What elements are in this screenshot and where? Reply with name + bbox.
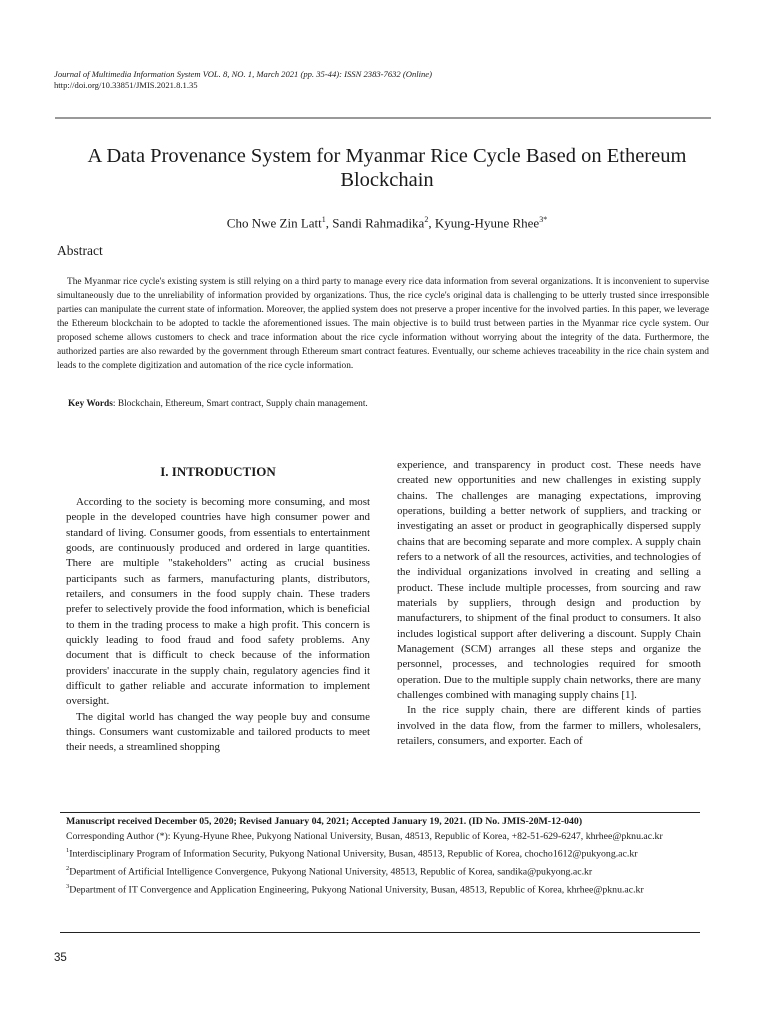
paper-title: A Data Provenance System for Myanmar Rice Cycle Based on Ethereum Blockchain xyxy=(87,145,687,191)
affiliation-text: Department of Artificial Intelligence Convergence, Pukyong National University, 48513, Republic of Korea, sandika@pukyong.ac.kr xyxy=(69,866,593,878)
footnote-divider-bottom xyxy=(60,932,700,933)
author-affiliation-mark: 2 xyxy=(424,215,429,224)
manuscript-dates: Manuscript received December 05, 2020; Revised January 04, 2021; Accepted January 19, 2021. (ID No. JMIS-20M-12-040) xyxy=(66,816,583,827)
doi-link[interactable]: http://doi.org/10.33851/JMIS.2021.8.1.35 xyxy=(54,80,198,90)
section-heading-introduction: I. INTRODUCTION xyxy=(160,464,276,479)
affiliation-text: Interdisciplinary Program of Information Security, Pukyong National University, Busan, 48513, Republic of Korea, chocho1612@pukyong.ac.kr xyxy=(69,848,638,860)
keywords-list: : Blockchain, Ethereum, Smart contract, Supply chain management. xyxy=(112,399,368,409)
paragraph: The digital world has changed the way people buy and consume things. Consumers want customizable and tailored products to meet their needs, a streamlined shopping xyxy=(66,710,370,754)
affiliation-text: Department of IT Convergence and Application Engineering, Pukyong National University, Busan, 48513, Republic of Korea, khrhee@pknu.ac.kr xyxy=(69,884,644,896)
affiliation-mark: 1 xyxy=(66,847,70,855)
footnotes xyxy=(66,815,700,898)
paragraph: According to the society is becoming more consuming, and most people in the developed countries have high consumer power and standard of living. Consumer goods, from essentials to entertainment goods, are continuously produced and ordered in large quantities. There are multiple "stakeholders" acting as crucial business participants such as farmers, manufacturing plants, distributors, retailers, and consumers in the food supply chain. These traders prefer to selectively provide the food information, which is beneficial to them in the trading process to make a high profit. This concern is quickly leading to food fraud and food safety problems. Any document that is difficult to check because of the information providers' inaccurate in the supply chain, regulatory agencies find it difficult to gather reliable and accurate information to implement oversight. xyxy=(66,496,370,708)
author-separator: , xyxy=(428,215,435,231)
affiliation xyxy=(66,880,700,898)
corresponding-author: Corresponding Author (*): Kyung-Hyune Rhee, Pukyong National University, Busan, 48513, Republic of Korea, +82-51-629-6247, khrhee@pknu.ac.kr xyxy=(66,830,663,842)
affiliation-mark: 3 xyxy=(66,882,70,890)
author-separator: , xyxy=(325,215,333,231)
author-affiliation-mark: 1 xyxy=(321,215,326,224)
left-column xyxy=(66,495,370,802)
journal-citation: Journal of Multimedia Information System VOL. 8, NO. 1, March 2021 (pp. 35-44): ISSN 2383-7632 (Online) xyxy=(54,69,432,79)
author-affiliation-mark: 3* xyxy=(539,215,548,224)
right-column xyxy=(397,458,701,811)
affiliation xyxy=(66,862,700,880)
author-name: Kyung-Hyune Rhee xyxy=(434,215,540,231)
header-divider xyxy=(55,117,711,119)
author-name: Cho Nwe Zin Latt xyxy=(226,215,322,231)
affiliation-mark: 2 xyxy=(66,865,70,873)
page-number: 35 xyxy=(54,952,67,964)
abstract-heading: Abstract xyxy=(57,243,103,258)
affiliation xyxy=(66,844,700,862)
paragraph: experience, and transparency in product cost. These needs have created new opportunities and new challenges in existing supply chains. The challenges are managing expectations, improving operations, building a better network of suppliers, and tracking or investigating an asset or product in geographically dispersed supply chains that are becoming separate and more complex. A supply chain refers to a network of all the resources, activities, and technologies of the individual organizations involved in creating and selling a product. These include multiple processes, from sourcing and raw materials by suppliers, through design and production by manufacturers, to shipment of the final product to consumers. It also includes logistical support after delivering a discount. Supply Chain Management (SCM) arranges all these steps and organize the personnel, processes, and technologies required for smooth operation. Due to the multiple supply chain networks, there are many challenges combined with managing supply chains [1]. xyxy=(397,459,701,701)
footnote-divider-top xyxy=(60,812,700,813)
author-list xyxy=(60,212,714,231)
abstract-body: The Myanmar rice cycle's existing system is still relying on a third party to manage every rice data information from several organizations. It is inconvenient to supervise simultaneously due to the unreliability of information provided by organizations. Thus, the rice cycle's original data is challenging to be utterly trusted since irresponsible parties can manipulate the current state of information. Moreover, the applied system does not preserve a proper incentive for the involved parties. In this paper, we leverage the Ethereum blockchain to be adopted to tackle the aforementioned issues. The main objective is to build trust between parties in the Myanmar rice cycle system. Our proposed scheme allows customers to check and trace information about the rice cycle information without worrying about the integrity of the data. Furthermore, the authorized parties are also rewarded by the government through Ethereum smart contract features. Eventually, our scheme achieves traceability in the rice chain system and leads to the complete digitization and automation of the rice cycle information. xyxy=(57,277,709,371)
paragraph: In the rice supply chain, there are different kinds of parties involved in the data flow, from the farmer to millers, wholesalers, retailers, consumers, and exporter. Each of xyxy=(397,704,701,747)
author-name: Sandi Rahmadika xyxy=(332,215,425,231)
keywords xyxy=(68,398,368,410)
keywords-label: Key Words xyxy=(68,399,113,409)
